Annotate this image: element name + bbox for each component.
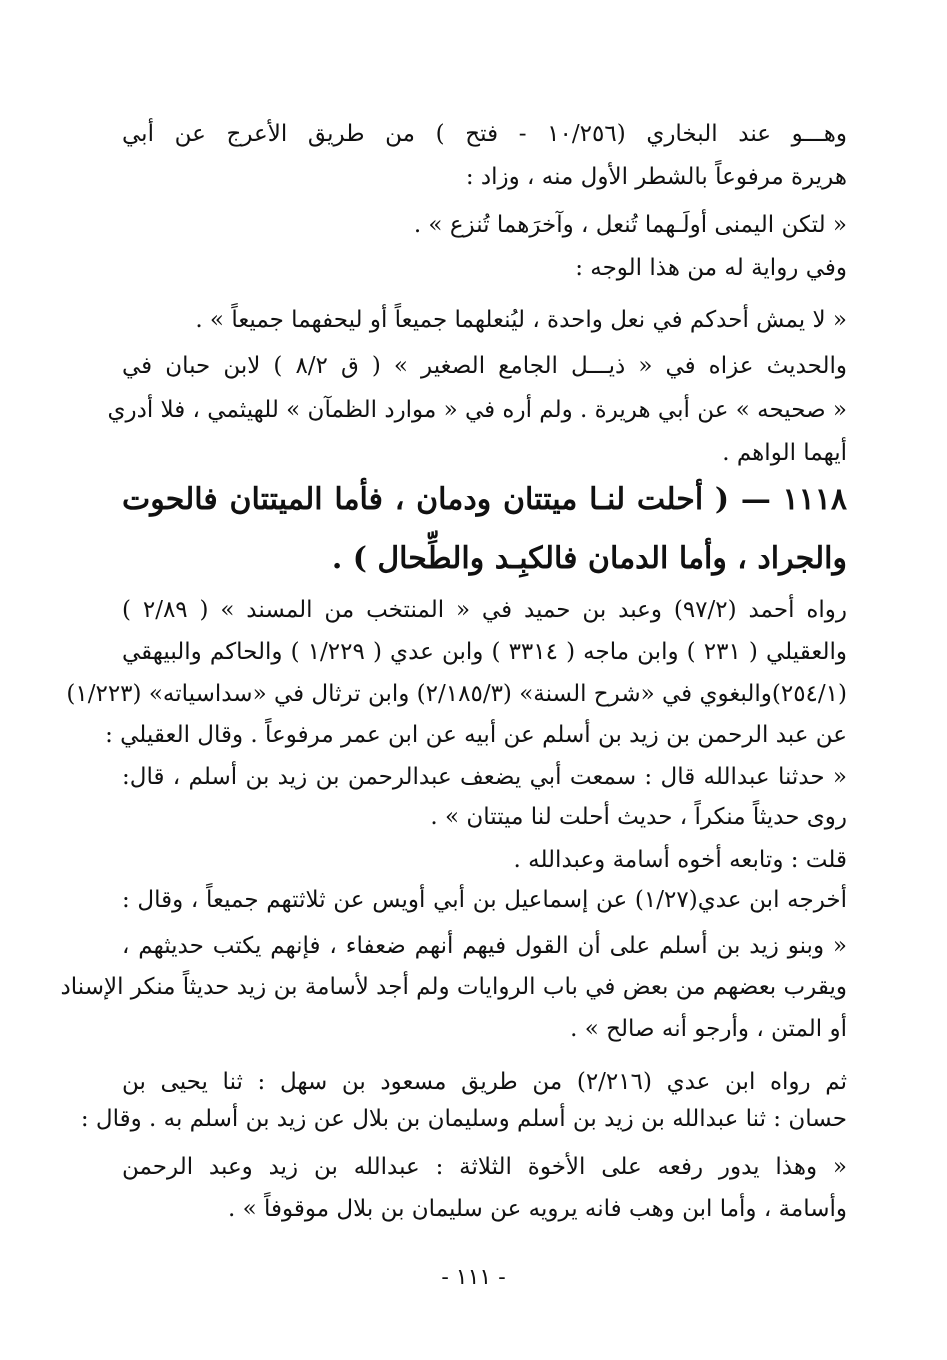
text-line: حسان : ثنا عبدالله بن زيد بن أسلم وسليمان بن بلال عن زيد بن أسلم به . وقال :: [80, 1106, 847, 1132]
quote-line: « وهذا يدور رفعه على الأخوة الثلاثة : عبدالله بن زيد وعبد الرحمن: [122, 1154, 847, 1180]
quote-line: « لتكن اليمنى أولَـهما تُنعل ، وآخرَهما تُنزع » .: [413, 212, 847, 238]
text-line: والحديث عزاه في « ذيـــل الجامع الصغير » ( ق ٨/٢ ) لابن حبان في: [122, 353, 847, 379]
text-line: وفي رواية له من هذا الوجه :: [575, 255, 847, 281]
text-line: أيهما الواهم .: [722, 440, 847, 466]
text-line: روى حديثاً منكراً ، حديث أحلت لنا ميتتان » .: [430, 804, 847, 830]
text-line: أخرجه ابن عدي(١/٢٧) عن إسماعيل بن أبي أويس عن ثلاثتهم جميعاً ، وقال :: [122, 887, 847, 913]
text-line: « صحيحه » عن أبي هريرة . ولم أره في « موارد الظمآن » للهيثمي ، فلا أدري: [107, 397, 847, 423]
quote-line: « لا يمش أحدكم في نعل واحدة ، ليُنعلهما جميعاً أو ليحفهما جميعاً » .: [195, 307, 847, 333]
quote-line: ويقرب بعضهم من بعض في باب الروايات ولم أجد لأسامة بن زيد حديثاً منكر الإسناد: [60, 974, 847, 1000]
quote-line: أو المتن ، وأرجو أنه صالح » .: [570, 1016, 847, 1042]
text-line: والعقيلي ( ٢٣١ ) وابن ماجه ( ٣٣١٤ ) وابن عدي ( ١/٢٢٩ ) والحاكم والبيهقي: [122, 639, 847, 665]
hadith-heading: والجراد ، وأما الدمان فالكبِـد والطِّحال ) .: [331, 541, 847, 576]
quote-line: وأسامة ، وأما ابن وهب فانه يرويه عن سليمان بن بلال موقوفاً » .: [228, 1196, 847, 1222]
text-line: قلت : وتابعه أخوه أسامة وعبدالله .: [513, 847, 847, 873]
text-line: هريرة مرفوعاً بالشطر الأول منه ، وزاد :: [465, 164, 847, 190]
text-line: (٢٥٤/١)والبغوي في «شرح السنة» (٢/١٨٥/٣) وابن ترثال في «سداسياته» (١/٢٢٣): [66, 681, 847, 707]
quote-line: « وبنو زيد بن أسلم على أن القول فيهم أنهم ضعفاء ، فإنهم يكتب حديثهم ،: [122, 933, 847, 959]
quote-line: « حدثنا عبدالله قال : سمعت أبي يضعف عبدالرحمن بن زيد بن أسلم ، قال:: [122, 764, 847, 790]
text-line: عن عبد الرحمن بن زيد بن أسلم عن أبيه عن ابن عمر مرفوعاً . وقال العقيلي :: [105, 722, 847, 748]
text-line: وهـــو عند البخاري (١٠/٢٥٦ - فتح ) من طريق الأعرج عن أبي: [122, 121, 848, 147]
text-line: رواه أحمد (٩٧/٢) وعبد بن حميد في « المنتخب من المسند » ( ٢/٨٩ ): [122, 597, 847, 623]
page-number: - ١١١ -: [441, 1265, 506, 1290]
hadith-heading: ١١١٨ — ( أحلت لنـا ميتتان ودمان ، فأما الميتتان فالحوت: [122, 482, 847, 517]
text-line: ثم رواه ابن عدي (٢/٢١٦) من طريق مسعود بن سهل : ثنا يحيى بن: [122, 1069, 847, 1095]
